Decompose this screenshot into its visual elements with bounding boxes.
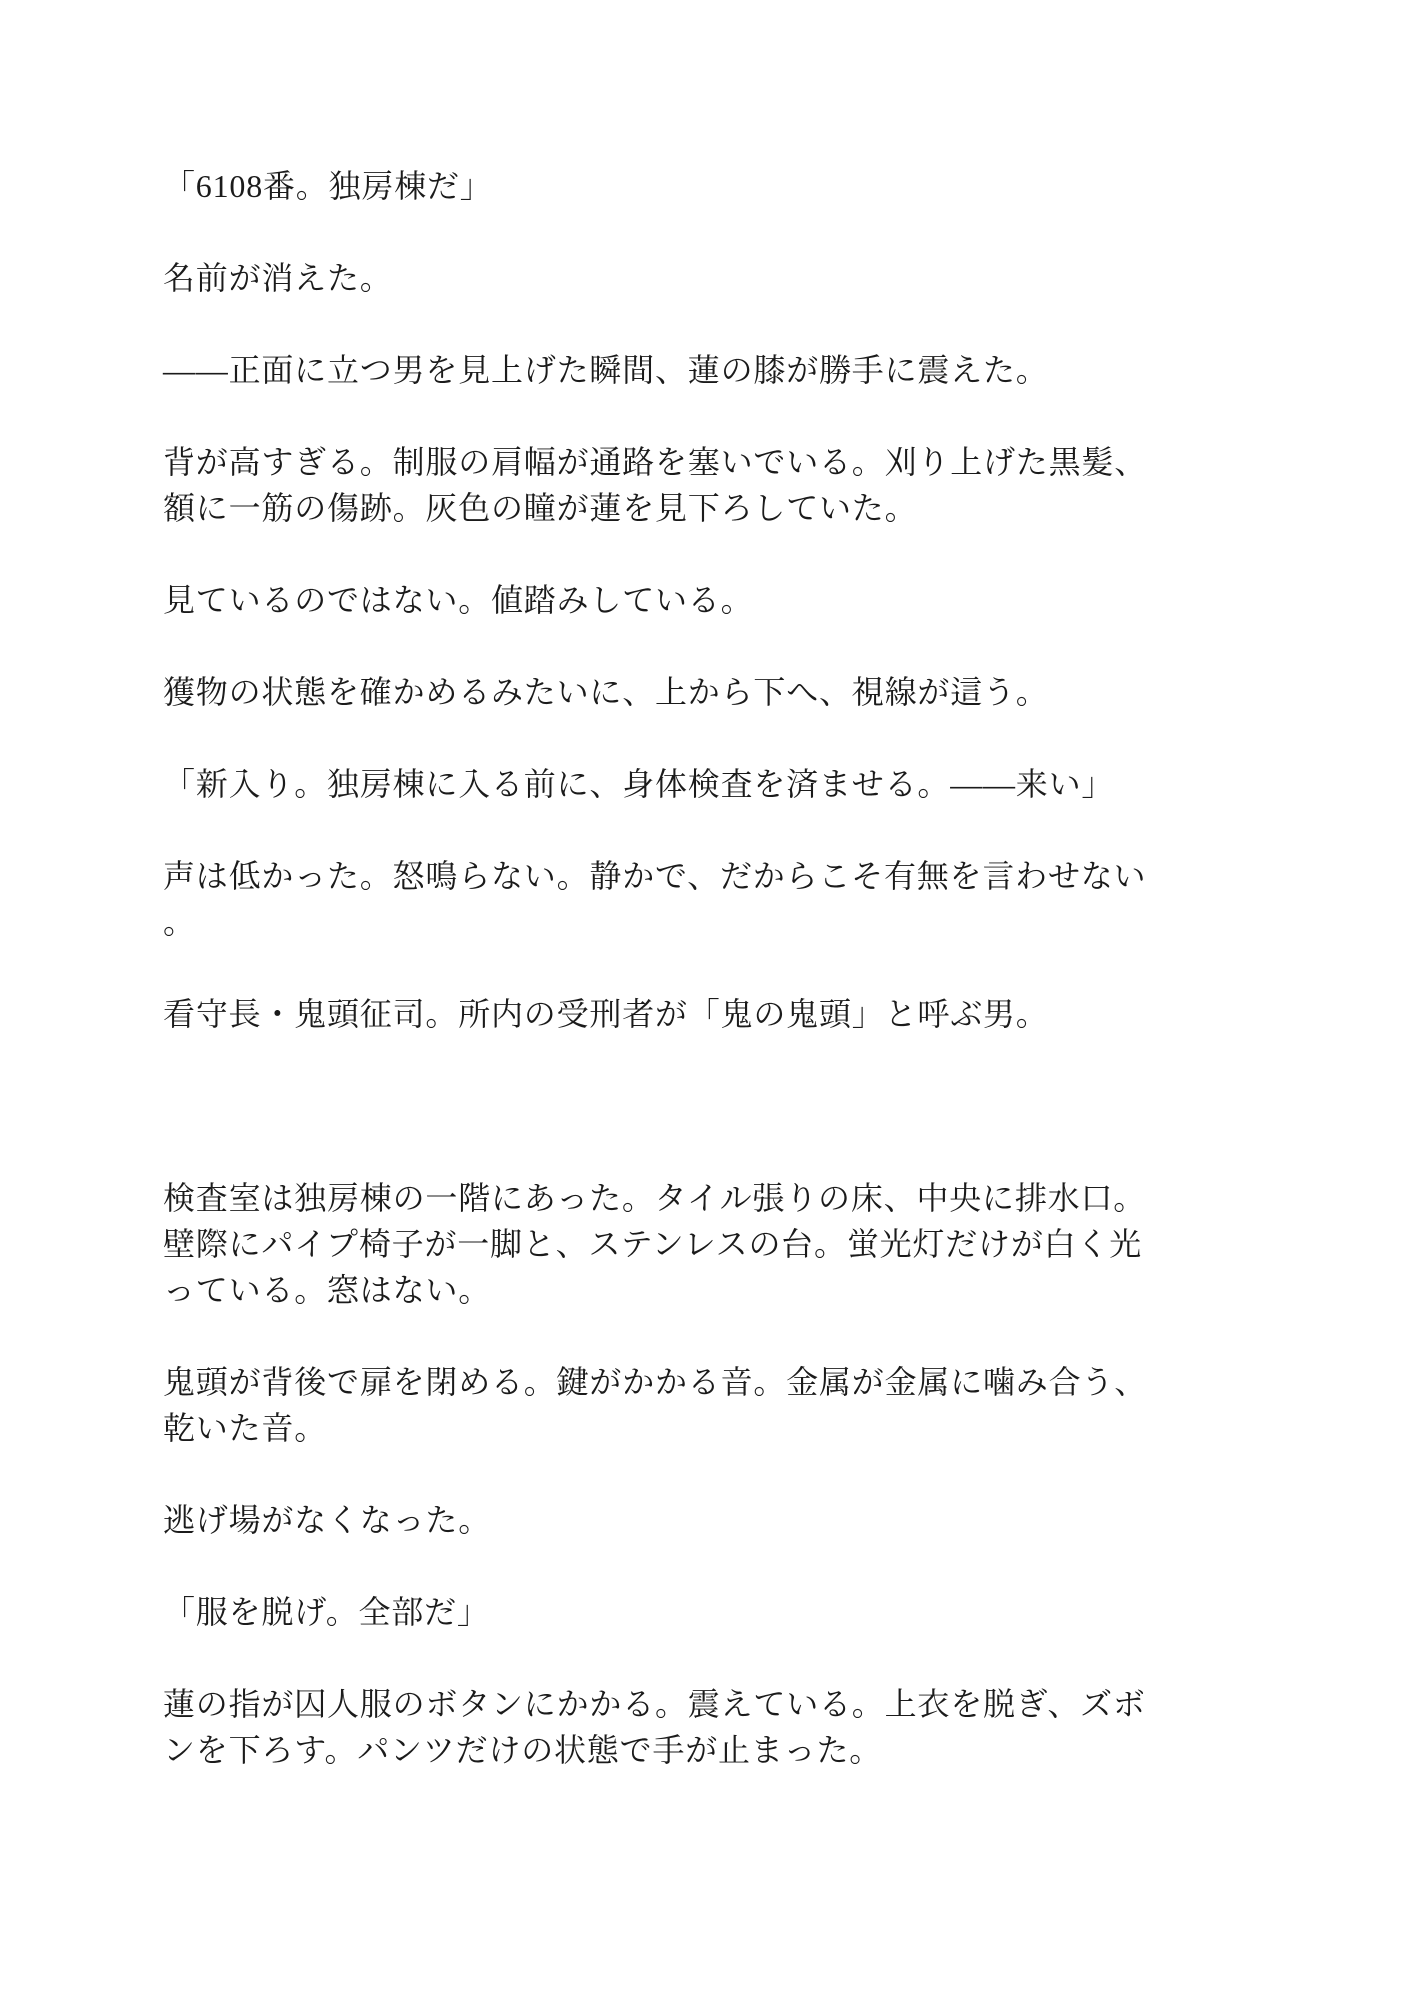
paragraph-line: っている。窓はない。	[163, 1272, 492, 1308]
section-break	[163, 1083, 1263, 1129]
paragraph-line: 「6108番。独房棟だ」	[163, 168, 493, 204]
paragraph-line: ンを下ろす。パンツだけの状態で手が止まった。	[163, 1732, 883, 1768]
paragraph-line: 鬼頭が背後で扉を閉める。鍵がかかる音。金属が金属に噛み合う、	[163, 1364, 1148, 1400]
paragraph-line: 。	[163, 904, 196, 940]
blank-line	[163, 1083, 1263, 1129]
paragraph-line: 逃げ場がなくなった。	[163, 1502, 492, 1538]
paragraph	[163, 853, 1263, 945]
paragraph-line: 見ているのではない。値踏みしている。	[163, 582, 754, 618]
paragraph	[163, 163, 1263, 209]
paragraph	[163, 1497, 1263, 1543]
paragraph	[163, 1589, 1263, 1635]
paragraph-line: 壁際にパイプ椅子が一脚と、ステンレスの台。蛍光灯だけが白く光	[163, 1226, 1143, 1262]
paragraph	[163, 1359, 1263, 1451]
paragraph	[163, 991, 1263, 1037]
paragraph	[163, 1175, 1263, 1313]
paragraph-line: 声は低かった。怒鳴らない。静かで、だからこそ有無を言わせない	[163, 858, 1147, 894]
paragraph-line: 「服を脱げ。全部だ」	[163, 1594, 490, 1630]
paragraph	[163, 439, 1263, 531]
document-page	[163, 163, 1263, 1819]
paragraph-line: 蓮の指が囚人服のボタンにかかる。震えている。上衣を脱ぎ、ズボ	[163, 1686, 1146, 1722]
paragraph	[163, 577, 1263, 623]
paragraph	[163, 1681, 1263, 1773]
paragraph-line: 看守長・鬼頭征司。所内の受刑者が「鬼の鬼頭」と呼ぶ男。	[163, 996, 1049, 1032]
paragraph-line: 乾いた音。	[163, 1410, 328, 1446]
paragraph-line: 額に一筋の傷跡。灰色の瞳が蓮を見下ろしていた。	[163, 490, 918, 526]
paragraph-line: 背が高すぎる。制服の肩幅が通路を塞いでいる。刈り上げた黒髪、	[163, 444, 1148, 480]
paragraph	[163, 761, 1263, 807]
paragraph	[163, 347, 1263, 393]
paragraph-line: ——正面に立つ男を見上げた瞬間、蓮の膝が勝手に震えた。	[163, 352, 1049, 388]
paragraph-line: 「新入り。独房棟に入る前に、身体検査を済ませる。——来い」	[163, 766, 1115, 802]
paragraph	[163, 669, 1263, 715]
paragraph-line: 獲物の状態を確かめるみたいに、上から下へ、視線が這う。	[163, 674, 1049, 710]
paragraph-line: 検査室は独房棟の一階にあった。タイル張りの床、中央に排水口。	[163, 1180, 1147, 1216]
paragraph-line: 名前が消えた。	[163, 260, 393, 296]
paragraph	[163, 255, 1263, 301]
